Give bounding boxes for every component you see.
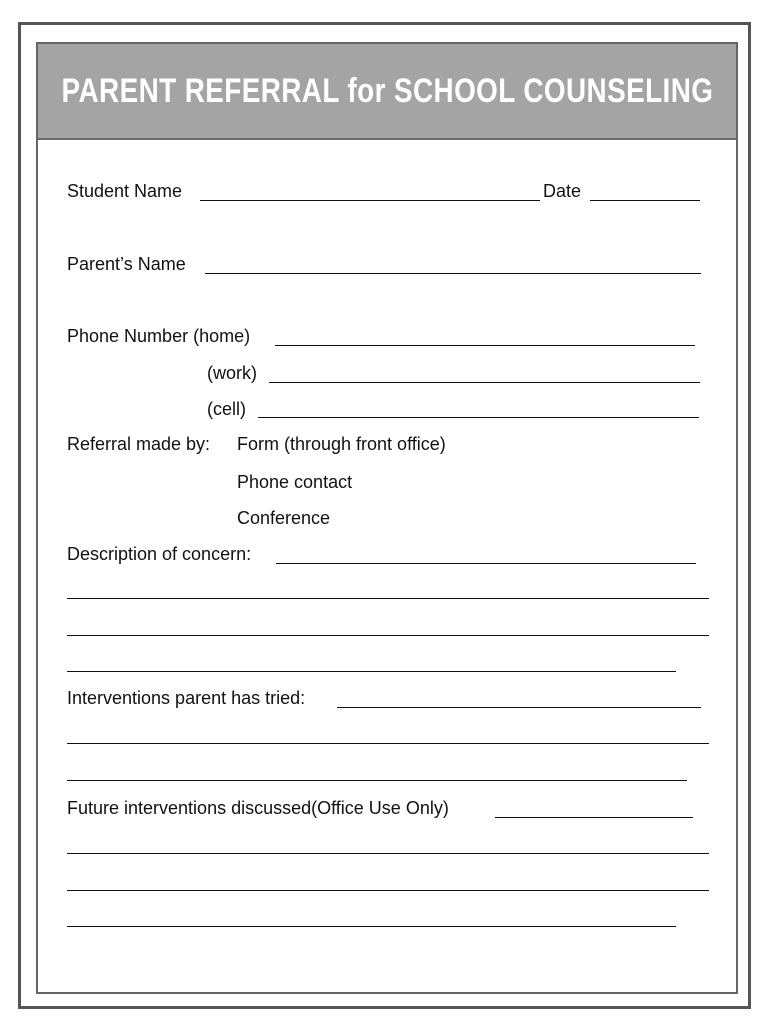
phone-cell-label: (cell) <box>207 399 246 419</box>
referral-option-conference[interactable]: Conference <box>237 508 331 528</box>
date-label: Date <box>543 181 582 201</box>
concern-line-3[interactable] <box>67 635 709 636</box>
parent-name-field[interactable] <box>205 273 701 274</box>
referral-option-form[interactable]: Form (through front office) <box>237 434 446 454</box>
form-title: PARENT REFERRAL for SCHOOL COUNSELING <box>61 71 713 110</box>
concern-line-2[interactable] <box>67 598 709 599</box>
form-header <box>38 44 736 140</box>
referral-label: Referral made by: <box>67 434 211 454</box>
student-name-field[interactable] <box>200 200 540 201</box>
parent-name-label: Parent’s Name <box>67 254 186 274</box>
phone-work-field[interactable] <box>269 382 700 383</box>
concern-label: Description of concern: <box>67 544 252 564</box>
referral-option-phone[interactable]: Phone contact <box>237 472 353 492</box>
phone-cell-field[interactable] <box>258 417 699 418</box>
future-label: Future interventions discussed(Office Use Only) <box>67 798 449 818</box>
future-field[interactable] <box>495 817 693 818</box>
date-field[interactable] <box>590 200 700 201</box>
phone-work-label: (work) <box>207 363 257 383</box>
interventions-field[interactable] <box>337 707 701 708</box>
interventions-line-2[interactable] <box>67 743 709 744</box>
interventions-label: Interventions parent has tried: <box>67 688 306 708</box>
concern-line-4[interactable] <box>67 671 676 672</box>
phone-home-field[interactable] <box>275 345 695 346</box>
future-line-2[interactable] <box>67 853 709 854</box>
phone-home-label: Phone Number (home) <box>67 326 251 346</box>
concern-field[interactable] <box>276 563 696 564</box>
interventions-line-3[interactable] <box>67 780 687 781</box>
student-name-label: Student Name <box>67 181 183 201</box>
future-line-4[interactable] <box>67 926 676 927</box>
future-line-3[interactable] <box>67 890 709 891</box>
